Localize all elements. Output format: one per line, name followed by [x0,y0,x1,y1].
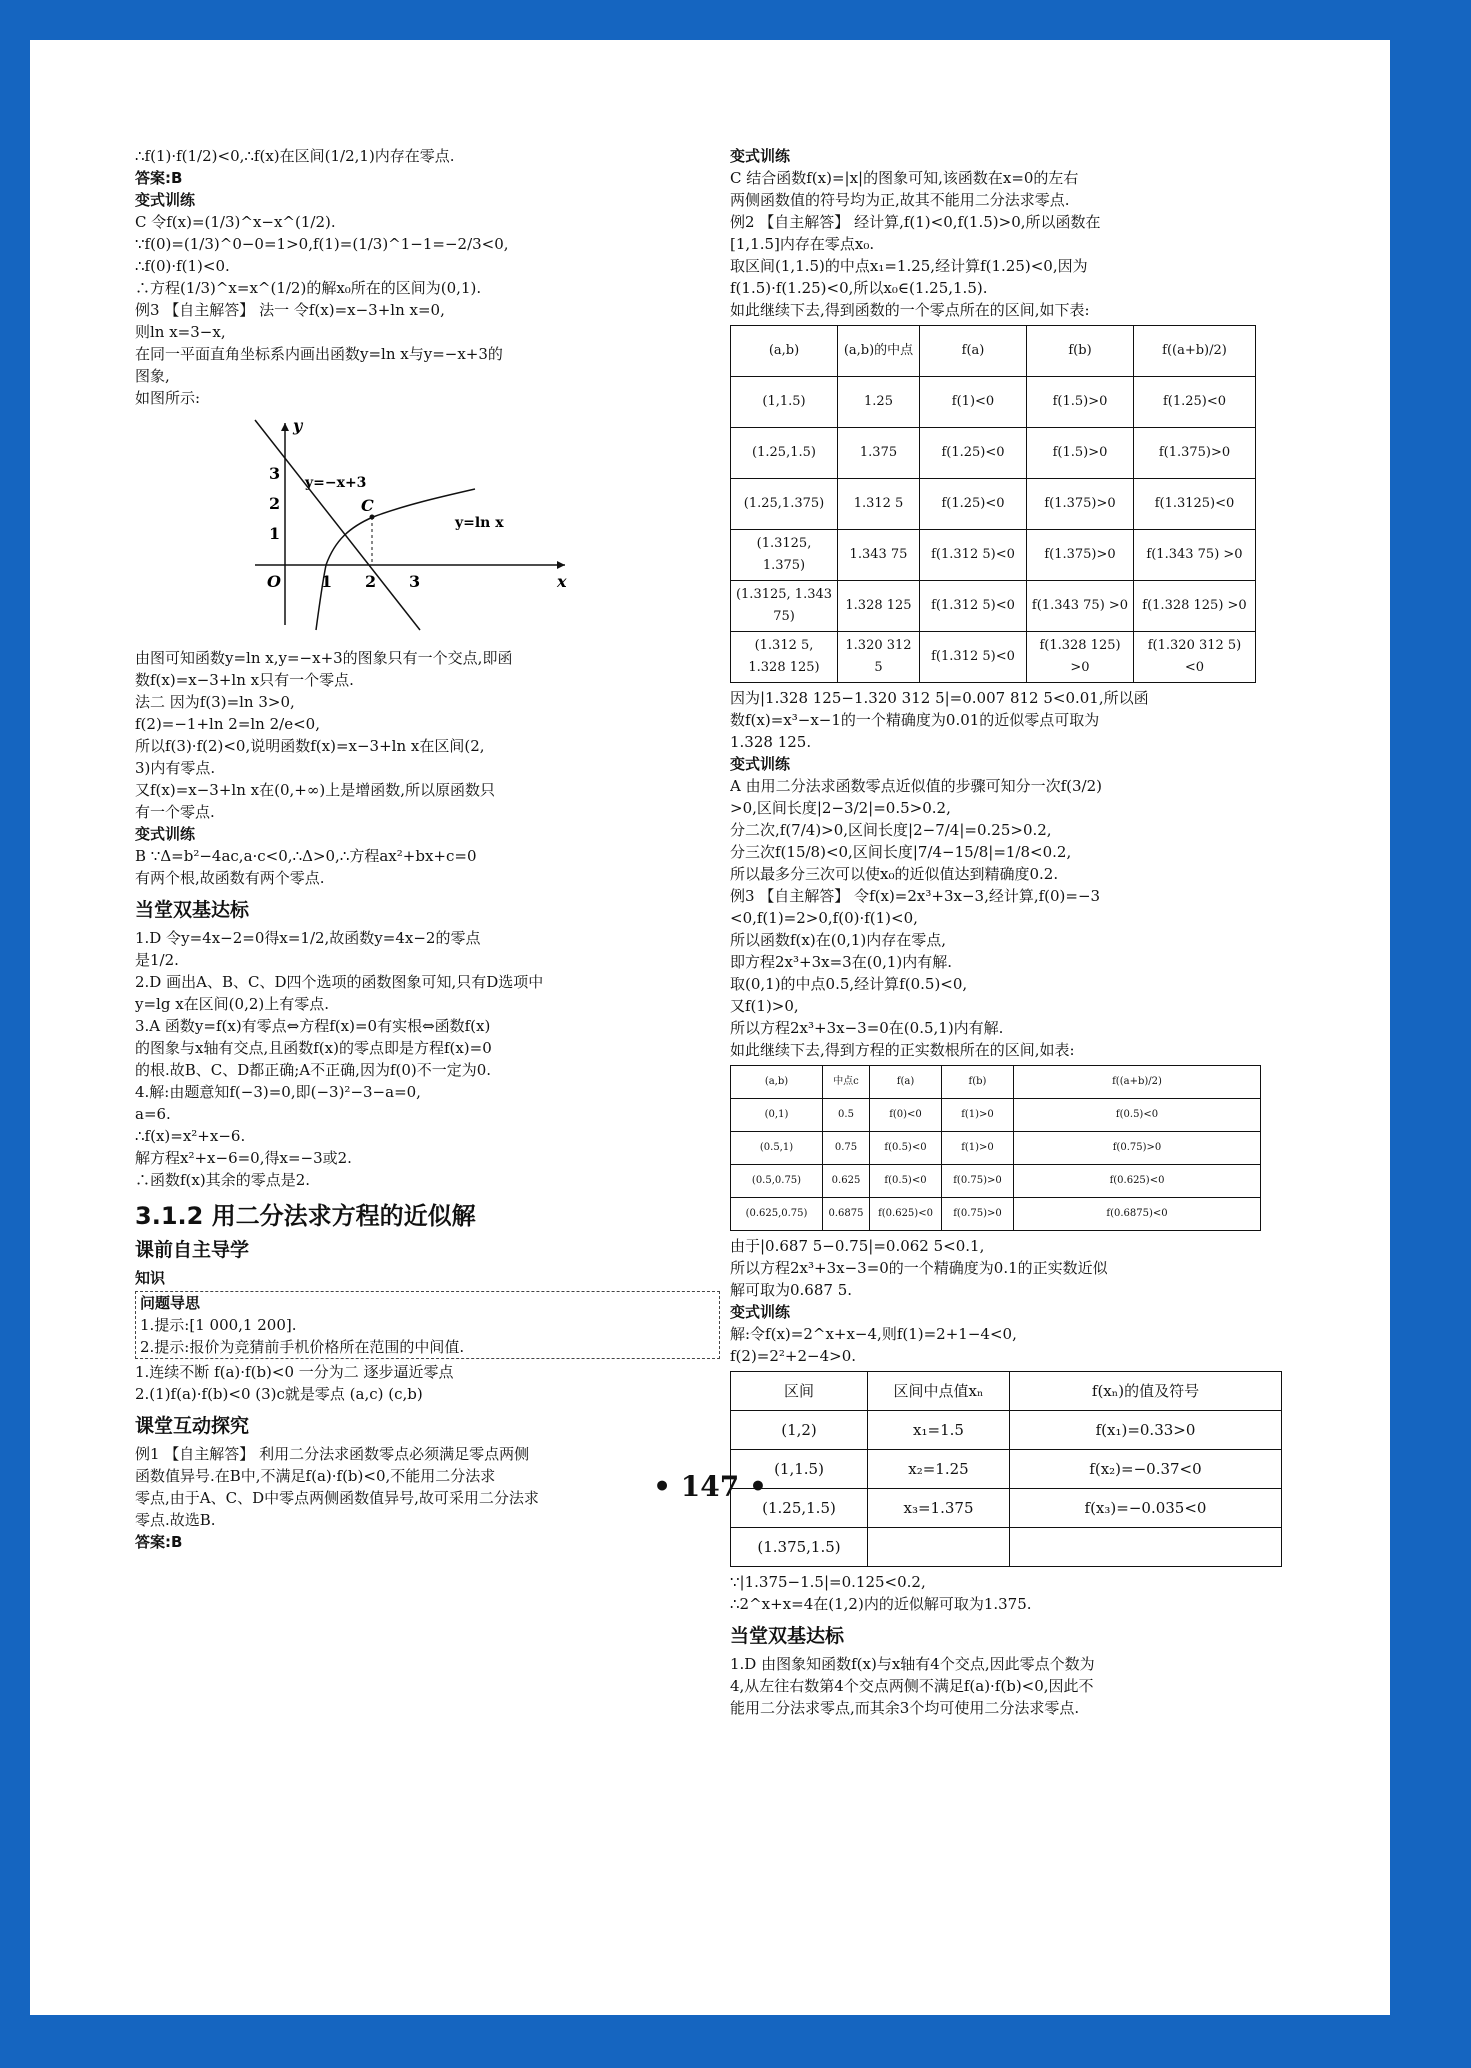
right-top-line: 变式训练 [730,147,791,165]
table-cell: f(1.375)>0 [1027,479,1134,530]
right-mid1-line: 数f(x)=x³−x−1的一个精确度为0.01的近似零点可取为 [730,711,1100,729]
left-mid-line: 3)内有零点. [135,759,216,777]
left-bottom-line: 函数值异号.在B中,不满足f(a)·f(b)<0,不能用二分法求 [135,1467,496,1485]
right-mid2-line: 解可取为0.687 5. [730,1281,853,1299]
right-mid2-line: 由于|0.687 5−0.75|=0.062 5<0.1, [730,1237,985,1255]
table-row [731,479,1256,530]
table-cell: f(1)>0 [942,1132,1014,1165]
table-cell: f(0.625)<0 [1014,1165,1261,1198]
right-mid2-line: 变式训练 [730,1303,791,1321]
right-top-line: f(1.5)·f(1.25)<0,所以x₀∈(1.25,1.5). [730,279,988,297]
table-row [731,377,1256,428]
right-top-line: [1,1.5]内存在零点x₀. [730,235,875,253]
table-row [731,428,1256,479]
right-answer-line: 4,从左往右数第4个交点两侧不满足f(a)·f(b)<0,因此不 [730,1677,1094,1695]
left-top-line: ∴f(1)·f(1/2)<0,∴f(x)在区间(1/2,1)内存在零点. [135,147,455,165]
left-answers-line: 3.A 函数y=f(x)有零点⇔方程f(x)=0有实根⇔函数f(x) [135,1017,491,1035]
right-mid1-line: 即方程2x³+3x=3在(0,1)内有解. [730,953,953,971]
left-top-line: ∵f(0)=(1/3)^0−0=1>0,f(1)=(1/3)^1−1=−2/3<0, [135,235,509,253]
table-cell: (1.3125, 1.375) [731,530,838,581]
y-tick-1: 1 [269,524,281,543]
knowledge-label: 知识 [135,1269,166,1287]
table-cell: (1.312 5, 1.328 125) [731,632,838,683]
left-heading-2: 课前自主导学 [135,1239,250,1261]
table-header-cell: f(a) [870,1066,942,1099]
table-cell: (0,1) [731,1099,823,1132]
right-mid-lines-1 [730,687,1330,1061]
left-top-line: 如图所示: [135,389,201,407]
left-answers-line: 是1/2. [135,951,179,969]
table-cell: 1.312 5 [838,479,920,530]
left-top-line: ∴f(0)·f(1)<0. [135,257,230,275]
table-cell: (0.5,1) [731,1132,823,1165]
right-mid-lines-2 [730,1235,1330,1367]
table-cell: f(1.5)>0 [1027,428,1134,479]
y-tick-2: 2 [269,494,281,513]
table-header-cell: (a,b)的中点 [838,326,920,377]
right-mid1-line: 例3 【自主解答】 令f(x)=2x³+3x−3,经计算,f(0)=−3 [730,887,1101,905]
table-cell: f(0.5)<0 [870,1165,942,1198]
right-mid1-line: 取(0,1)的中点0.5,经计算f(0.5)<0, [730,975,968,993]
page [30,40,1390,2015]
right-mid1-line: 所以方程2x³+3x−3=0在(0.5,1)内有解. [730,1019,1004,1037]
table-cell: x₂=1.25 [868,1450,1010,1489]
right-answer-line: 能用二分法求零点,而其余3个均可使用二分法求零点. [730,1699,1080,1717]
table-cell: f(0.5)<0 [1014,1099,1261,1132]
left-answers-line: 1.D 令y=4x−2=0得x=1/2,故函数y=4x−2的零点 [135,929,481,947]
table-cell: f(x₁)=0.33>0 [1010,1411,1282,1450]
left-answers-line: ∴函数f(x)其余的零点是2. [135,1171,311,1189]
table-cell: f(0.75)>0 [1014,1132,1261,1165]
table-header-cell: f(xₙ)的值及符号 [1010,1372,1282,1411]
table-cell: 1.320 312 5 [838,632,920,683]
table-cell: 0.5 [823,1099,870,1132]
right-bottom-lines [730,1571,1330,1615]
table-cell: f(1.375)>0 [1027,530,1134,581]
right-top-line: C 结合函数f(x)=|x|的图象可知,该函数在x=0的左右 [730,169,1079,187]
table-cell: f(1.3125)<0 [1134,479,1256,530]
right-mid2-line: f(2)=2²+2−4>0. [730,1347,857,1365]
table-cell: f(1.343 75) >0 [1027,581,1134,632]
left-answers-line: a=6. [135,1105,171,1123]
table-header-cell: f(a) [920,326,1027,377]
fill-lines [135,1361,720,1405]
x-tick-1: 1 [321,572,333,591]
table-header-cell: 区间中点值xₙ [868,1372,1010,1411]
right-mid1-line: 分三次f(15/8)<0,区间长度|7/4−15/8|=1/8<0.2, [730,843,1072,861]
left-mid-line: 变式训练 [135,825,196,843]
function-graph [245,415,575,635]
left-top-lines [135,145,720,409]
left-bottom-line: 零点.故选B. [135,1511,216,1529]
x-tick-2: 2 [365,572,377,591]
table-cell: x₁=1.5 [868,1411,1010,1450]
bisection-table-2 [730,1065,1261,1231]
table-header-cell: (a,b) [731,326,838,377]
right-top-line: 例2 【自主解答】 经计算,f(1)<0,f(1.5)>0,所以函数在 [730,213,1101,231]
table-cell: 1.25 [838,377,920,428]
table-cell [1010,1528,1282,1567]
left-heading-1: 当堂双基达标 [135,899,250,921]
table-cell: x₃=1.375 [868,1489,1010,1528]
right-top-line: 取区间(1,1.5)的中点x₁=1.25,经计算f(1.25)<0,因为 [730,257,1088,275]
left-bottom-line: 零点,由于A、C、D中零点两侧函数值异号,故可采用二分法求 [135,1489,539,1507]
left-top-line: C 令f(x)=(1/3)^x−x^(1/2). [135,213,336,231]
left-heading-3: 课堂互动探究 [135,1415,250,1437]
table-row [731,1198,1261,1231]
table-cell: f(1.5)>0 [1027,377,1134,428]
left-mid-lines [135,647,720,889]
right-top-lines [730,145,1330,321]
right-mid1-line: >0,区间长度|2−3/2|=0.5>0.2, [730,799,951,817]
right-mid1-line: 所以函数f(x)在(0,1)内存在零点, [730,931,947,949]
table-row [731,1165,1261,1198]
left-bottom-line: 答案:B [135,1533,183,1551]
table-cell: (1.25,1.375) [731,479,838,530]
bisection-table-1 [730,325,1256,683]
table-cell: (1.25,1.5) [731,1489,868,1528]
left-answers-line: 4.解:由题意知f(−3)=0,即(−3)²−3−a=0, [135,1083,421,1101]
left-answers-line: 解方程x²+x−6=0,得x=−3或2. [135,1149,352,1167]
log-label: y=ln x [455,515,504,531]
right-mid1-line: 因为|1.328 125−1.320 312 5|=0.007 812 5<0.01,所以函 [730,689,1149,707]
table-cell: f(1.25)<0 [920,428,1027,479]
left-answers-line: y=lg x在区间(0,2)上有零点. [135,995,329,1013]
table-cell: f(0.75)>0 [942,1198,1014,1231]
table-cell: f(1.343 75) >0 [1134,530,1256,581]
fill-lines-line: 1.连续不断 f(a)·f(b)<0 一分为二 逐步逼近零点 [135,1363,454,1381]
left-mid-line: B ∵Δ=b²−4ac,a·c<0,∴Δ>0,∴方程ax²+bx+c=0 [135,847,477,865]
table-header-row [731,326,1256,377]
left-mid-line: f(2)=−1+ln 2=ln 2/e<0, [135,715,320,733]
right-top-line: 如此继续下去,得到函数的一个零点所在的区间,如下表: [730,301,1090,319]
box-lines-line: 1.提示:[1 000,1 200]. [140,1316,297,1334]
left-mid-line: 又f(x)=x−3+ln x在(0,+∞)上是增函数,所以原函数只 [135,781,495,799]
x-tick-3: 3 [409,572,421,591]
right-bottom-line: ∴2^x+x=4在(1,2)内的近似解可取为1.375. [730,1595,1032,1613]
log-curve [316,489,475,630]
x-axis-arrow-icon [557,561,565,569]
page-number: • 147 • [653,1470,767,1503]
table-cell: f(0.5)<0 [870,1132,942,1165]
left-mid-line: 所以f(3)·f(2)<0,说明函数f(x)=x−3+ln x在区间(2, [135,737,485,755]
table-cell: f(1.25)<0 [920,479,1027,530]
table-cell: 1.375 [838,428,920,479]
table-header-cell: (a,b) [731,1066,823,1099]
x-axis-label: x [557,572,567,591]
left-mid-line: 数f(x)=x−3+ln x只有一个零点. [135,671,354,689]
left-column [135,145,720,1553]
table-header-row [731,1066,1261,1099]
table-header-cell: f((a+b)/2) [1014,1066,1261,1099]
table-row [731,1411,1282,1450]
box-lines-line: 问题导思 [140,1294,201,1312]
right-mid1-line: 所以最多分三次可以使x₀的近似值达到精确度0.2. [730,865,1059,883]
right-mid1-line: A 由用二分法求函数零点近似值的步骤可知分一次f(3/2) [730,777,1102,795]
origin-label: O [267,572,281,591]
table-row [731,1528,1282,1567]
right-heading: 当堂双基达标 [730,1625,845,1647]
table-header-cell: f(b) [942,1066,1014,1099]
table-cell: (1,1.5) [731,1450,868,1489]
left-mid-line: 由图可知函数y=ln x,y=−x+3的图象只有一个交点,即函 [135,649,513,667]
y-axis-arrow-icon [281,423,289,431]
table-row [731,1099,1261,1132]
table-cell: (1,1.5) [731,377,838,428]
right-mid1-line: 变式训练 [730,755,791,773]
table-cell: 0.6875 [823,1198,870,1231]
table-cell: (1,2) [731,1411,868,1450]
table-row [731,1132,1261,1165]
table-row [731,530,1256,581]
table-cell: f(1)>0 [942,1099,1014,1132]
table-cell: f(x₃)=−0.035<0 [1010,1489,1282,1528]
table-cell: f(1.320 312 5) <0 [1134,632,1256,683]
bisection-table-3 [730,1371,1282,1567]
table-row [731,581,1256,632]
left-top-line: ∴方程(1/3)^x=x^(1/2)的解x₀所在的区间为(0,1). [135,279,482,297]
table-cell: (0.5,0.75) [731,1165,823,1198]
table-cell: 1.343 75 [838,530,920,581]
left-bottom-line: 例1 【自主解答】 利用二分法求函数零点必须满足零点两侧 [135,1445,530,1463]
table-row [731,632,1256,683]
left-top-line: 答案:B [135,169,183,187]
right-answer-line: 1.D 由图象知函数f(x)与x轴有4个交点,因此零点个数为 [730,1655,1095,1673]
left-answers-line: 的根.故B、C、D都正确;A不正确,因为f(0)不一定为0. [135,1061,492,1079]
right-mid2-line: 所以方程2x³+3x−3=0的一个精确度为0.1的正实数近似 [730,1259,1108,1277]
right-mid1-line: 1.328 125. [730,733,812,751]
fill-lines-line: 2.(1)f(a)·f(b)<0 (3)c就是零点 (a,c) (c,b) [135,1385,423,1403]
table-header-cell: f(b) [1027,326,1134,377]
left-mid-line: 有两个根,故函数有两个零点. [135,869,325,887]
right-mid2-line: 解:令f(x)=2^x+x−4,则f(1)=2+1−4<0, [730,1325,1017,1343]
table-cell: (1.375,1.5) [731,1528,868,1567]
left-top-line: 变式训练 [135,191,196,209]
left-top-line: 在同一平面直角坐标系内画出函数y=ln x与y=−x+3的 [135,345,503,363]
y-tick-3: 3 [269,464,281,483]
left-mid-line: 法二 因为f(3)=ln 3>0, [135,693,295,711]
box-lines-line: 2.提示:报价为竞猜前手机价格所在范围的中间值. [140,1338,465,1356]
right-bottom-line: ∵|1.375−1.5|=0.125<0.2, [730,1573,926,1591]
table-cell [868,1528,1010,1567]
table-cell: f(1.312 5)<0 [920,632,1027,683]
intersection-point [370,515,375,520]
left-top-line: 则ln x=3−x, [135,323,226,341]
table-cell: f(1)<0 [920,377,1027,428]
table-cell: 0.625 [823,1165,870,1198]
table-cell: f(1.312 5)<0 [920,581,1027,632]
left-top-line: 图象, [135,367,170,385]
table-header-cell: f((a+b)/2) [1134,326,1256,377]
table-cell: (1.3125, 1.343 75) [731,581,838,632]
table-header-cell: 区间 [731,1372,868,1411]
table-cell: (1.25,1.5) [731,428,838,479]
left-answers-line: 的图象与x轴有交点,且函数f(x)的零点即是方程f(x)=0 [135,1039,492,1057]
right-mid1-line: 如此继续下去,得到方程的正实数根所在的区间,如表: [730,1041,1075,1059]
left-answer-lines [135,927,720,1191]
table-cell: f(0.6875)<0 [1014,1198,1261,1231]
right-mid1-line: 分二次,f(7/4)>0,区间长度|2−7/4|=0.25>0.2, [730,821,1052,839]
table-cell: f(0.625)<0 [870,1198,942,1231]
right-answer-lines [730,1653,1330,1719]
table-cell: f(0.75)>0 [942,1165,1014,1198]
table-cell: f(1.375)>0 [1134,428,1256,479]
table-cell: f(1.328 125) >0 [1027,632,1134,683]
y-axis-label: y [293,416,303,435]
left-answers-line: ∴f(x)=x²+x−6. [135,1127,246,1145]
table-cell: f(0)<0 [870,1099,942,1132]
right-mid1-line: 又f(1)>0, [730,997,799,1015]
line-label: y=−x+3 [305,475,367,491]
table-cell: 1.328 125 [838,581,920,632]
right-top-line: 两侧函数值的符号均为正,故其不能用二分法求零点. [730,191,1070,209]
table-cell: 0.75 [823,1132,870,1165]
table-cell: f(x₂)=−0.37<0 [1010,1450,1282,1489]
left-top-line: 例3 【自主解答】 法一 令f(x)=x−3+ln x=0, [135,301,445,319]
table-cell: f(1.25)<0 [1134,377,1256,428]
table-cell: f(1.328 125) >0 [1134,581,1256,632]
right-mid1-line: <0,f(1)=2>0,f(0)·f(1)<0, [730,909,918,927]
left-mid-line: 有一个零点. [135,803,215,821]
table-cell: f(1.312 5)<0 [920,530,1027,581]
table-header-cell: 中点c [823,1066,870,1099]
section-title: 3.1.2 用二分法求方程的近似解 [135,1202,476,1230]
point-label: C [361,496,374,515]
table-header-row [731,1372,1282,1411]
left-answers-line: 2.D 画出A、B、C、D四个选项的函数图象可知,只有D选项中 [135,973,544,991]
hint-box [135,1291,720,1359]
table-cell: (0.625,0.75) [731,1198,823,1231]
